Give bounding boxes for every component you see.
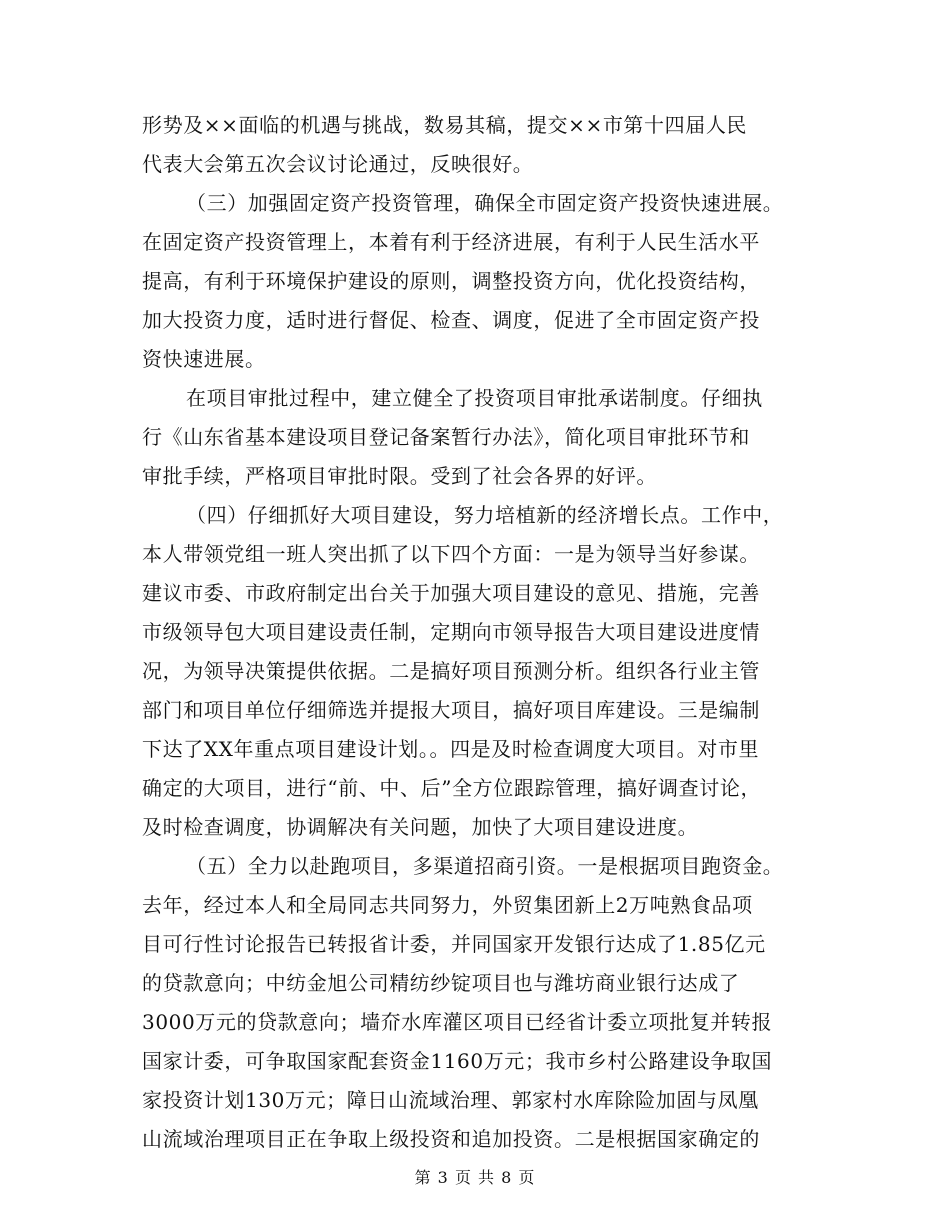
text-line: 行《山东省基本建设项目登记备案暂行办法》，简化项目审批环节和 <box>142 425 750 449</box>
text-line: 本人带领党组一班人突出抓了以下四个方面：一是为领导当好参谋。 <box>142 542 760 566</box>
text-line: 审批手续，严格项目审批时限。受到了社会各界的好评。 <box>142 464 657 488</box>
text-line: 加大投资力度，适时进行督促、检查、调度，促进了全市固定资产投 <box>142 308 760 332</box>
text-line: 家投资计划130万元；障日山流域治理、郭家村水库除险加固与凤凰 <box>142 1088 759 1112</box>
text-line: 目可行性讨论报告已转报省计委，并同国家开发银行达成了1.85亿元 <box>142 932 766 956</box>
text-line: 建议市委、市政府制定出台关于加强大项目建设的意见、措施，完善 <box>142 581 760 605</box>
paragraph-start: 在项目审批过程中，建立健全了投资项目审批承诺制度。仔细执 <box>186 386 763 410</box>
section-heading: （三）加强固定资产投资管理，确保全市固定资产投资快速进展。 <box>186 191 784 215</box>
text-line: 国家计委，可争取国家配套资金1160万元；我市乡村公路建设争取国 <box>142 1049 773 1073</box>
text-line: 资快速进展。 <box>142 347 266 371</box>
text-line: 去年，经过本人和全局同志共同努力，外贸集团新上2万吨熟食品项 <box>142 893 753 917</box>
text-line: 代表大会第五次会议讨论通过，反映很好。 <box>142 152 534 176</box>
text-line: 的贷款意向；中纺金旭公司精纺纱锭项目也与潍坊商业银行达成了 <box>142 971 740 995</box>
page-footer: 第 3 页 共 8 页 <box>414 1168 536 1187</box>
section-heading: （四）仔细抓好大项目建设，努力培植新的经济增长点。工作中， <box>186 503 784 527</box>
section-heading: （五）全力以赴跑项目，多渠道招商引资。一是根据项目跑资金。 <box>186 854 784 878</box>
text-line: 3000万元的贷款意向；墙夼水库灌区项目已经省计委立项批复并转报 <box>142 1010 773 1034</box>
text-line: 在固定资产投资管理上，本着有利于经济进展，有利于人民生活水平 <box>142 230 760 254</box>
text-line: 形势及××面临的机遇与挑战，数易其稿，提交××市第十四届人民 <box>142 113 748 137</box>
text-line: 提高，有利于环境保护建设的原则，调整投资方向，优化投资结构， <box>142 269 760 293</box>
text-line: 部门和项目单位仔细筛选并提报大项目，搞好项目库建设。三是编制 <box>142 698 760 722</box>
text-line: 况，为领导决策提供依据。二是搞好项目预测分析。组织各行业主管 <box>142 659 760 683</box>
text-line: 山流域治理项目正在争取上级投资和追加投资。二是根据国家确定的 <box>142 1127 760 1151</box>
text-line: 及时检查调度，协调解决有关问题，加快了大项目建设进度。 <box>142 815 699 839</box>
text-line: 市级领导包大项目建设责任制，定期向市领导报告大项目建设进度情 <box>142 620 760 644</box>
text-line: 下达了XX年重点项目建设计划。。四是及时检查调度大项目。对市里 <box>142 737 760 761</box>
text-line: 确定的大项目，进行“前、中、后”全方位跟踪管理，搞好调查讨论， <box>142 776 762 800</box>
